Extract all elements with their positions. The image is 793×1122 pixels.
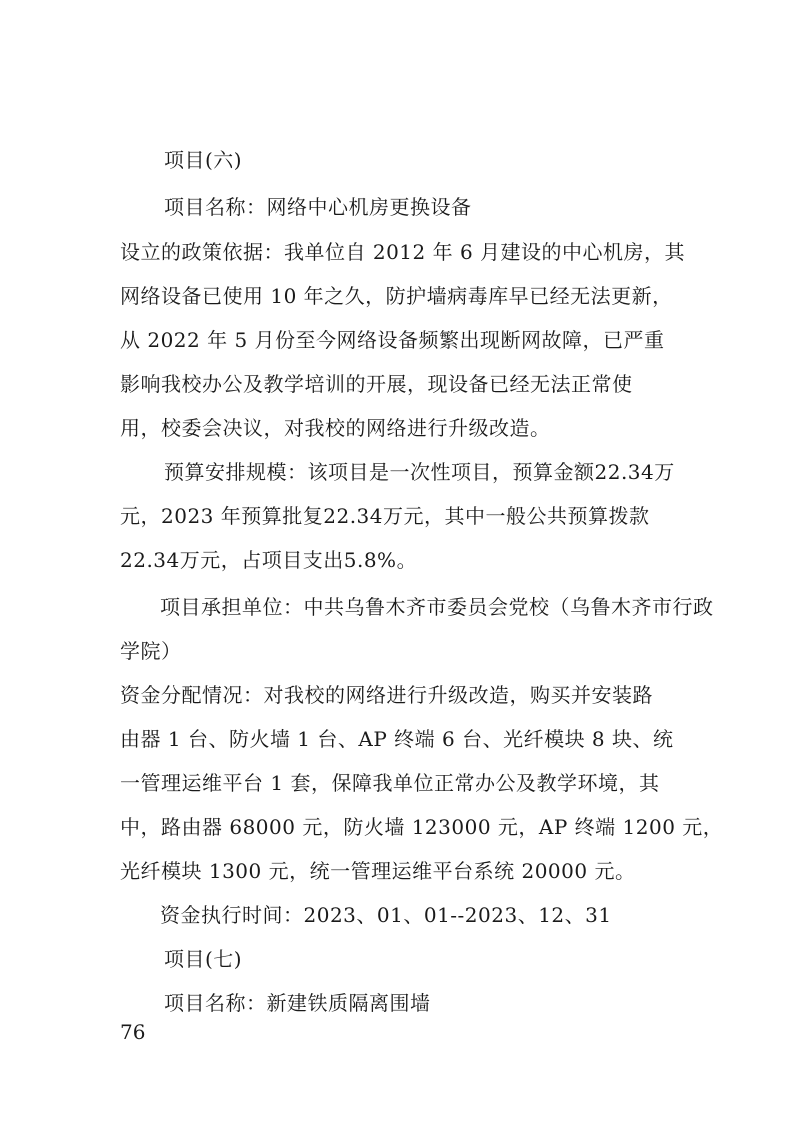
paragraph-line: 网络设备已使用 10 年之久，防护墙病毒库早已经无法更新， (120, 284, 673, 308)
execution-time-line: 资金执行时间：2023、01、01--2023、12、31 (160, 903, 612, 927)
paragraph-line: 从 2022 年 5 月份至今网络设备频繁出现断网故障，已严重 (120, 328, 665, 352)
project-name-line: 项目名称：新建铁质隔离围墙 (164, 991, 431, 1015)
paragraph-line: 一管理运维平台 1 套，保障我单位正常办公及教学环境，其 (120, 771, 660, 795)
budget-scale-line: 预算安排规模：该项目是一次性项目，预算金额22.34万 (164, 460, 675, 484)
project-name-line: 项目名称：网络中心机房更换设备 (164, 195, 472, 219)
section-heading-project-6: 项目(六) (164, 148, 243, 172)
paragraph-line: 影响我校办公及教学培训的开展，现设备已经无法正常使 (120, 372, 633, 396)
fund-allocation-line: 资金分配情况：对我校的网络进行升级改造，购买并安装路 (120, 683, 653, 707)
paragraph-line: 中，路由器 68000 元，防火墙 123000 元，AP 终端 1200 元， (120, 815, 724, 839)
page-number: 76 (120, 1020, 146, 1044)
paragraph-line: 用，校委会决议，对我校的网络进行升级改造。 (120, 416, 551, 440)
paragraph-line: 由器 1 台、防火墙 1 台、AP 终端 6 台、光纤模块 8 块、统 (120, 727, 674, 751)
section-heading-project-7: 项目(七) (164, 947, 243, 971)
policy-basis-line: 设立的政策依据：我单位自 2012 年 6 月建设的中心机房，其 (120, 240, 686, 264)
paragraph-line: 光纤模块 1300 元，统一管理运维平台系统 20000 元。 (120, 859, 636, 883)
paragraph-line: 22.34万元，占项目支出5.8%。 (120, 548, 418, 572)
paragraph-line: 元，2023 年预算批复22.34万元，其中一般公共预算拨款 (120, 504, 650, 528)
paragraph-line: 学院） (120, 639, 182, 663)
undertaking-unit-line: 项目承担单位：中共乌鲁木齐市委员会党校（乌鲁木齐市行政 (160, 595, 714, 619)
